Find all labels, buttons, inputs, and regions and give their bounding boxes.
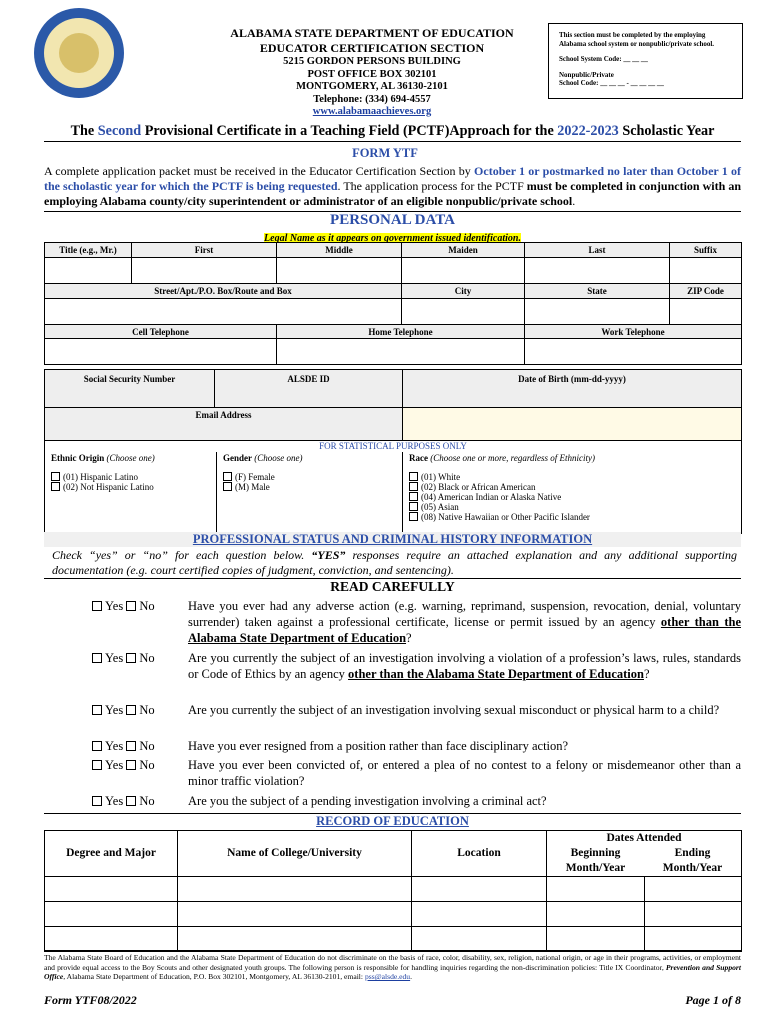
dob-label: Date of Birth (mm-dd-yyyy)	[403, 370, 742, 408]
home-telephone-label: Home Telephone	[277, 325, 525, 339]
college-field[interactable]	[178, 926, 412, 951]
last-name-field[interactable]	[525, 258, 670, 284]
statistics-heading: FOR STATISTICAL PURPOSES ONLY	[45, 441, 742, 452]
q6-yes[interactable]: Yes	[92, 794, 123, 808]
race-hint: (Choose one or more, regardless of Ethnicity)	[430, 452, 595, 463]
race-option-american-indian[interactable]: (04) American Indian or Alaska Native	[409, 492, 735, 502]
gender-hint: (Choose one)	[254, 452, 303, 463]
ending-label: Ending	[674, 847, 711, 859]
school-system-code-label: School System Code:	[559, 55, 622, 63]
department-name: ALABAMA STATE DEPARTMENT OF EDUCATION	[230, 26, 514, 40]
education-table	[44, 830, 742, 952]
school-code-field[interactable]: __ __ __ - __ __ __ __	[600, 79, 664, 87]
agency-header	[200, 26, 544, 119]
gender-label: Gender	[223, 452, 252, 463]
email-link[interactable]: pss@alsde.edu	[364, 972, 411, 981]
alsde-id-label: ALSDE ID	[215, 370, 403, 408]
location-field[interactable]	[412, 926, 547, 951]
beginning-field[interactable]	[547, 876, 645, 901]
question-2: Yes No Are you currently the subject of an investigation involving a violation of a profession’s laws, rules, standards or Code of Ethics by an agency other than the Alabama State Department of Education?	[92, 650, 741, 682]
education-heading: RECORD OF EDUCATION	[44, 813, 741, 829]
city-field[interactable]	[402, 299, 525, 325]
home-telephone-field[interactable]	[277, 339, 525, 365]
q3-no[interactable]: No	[126, 703, 154, 717]
q6-no[interactable]: No	[126, 794, 154, 808]
gender-option-male[interactable]: (M) Male	[223, 482, 396, 492]
middle-name-field[interactable]	[277, 258, 402, 284]
read-carefully-heading: READ CAREFULLY	[44, 578, 741, 595]
address-line-1: 5215 GORDON PERSONS BUILDING	[283, 56, 461, 67]
ethnic-origin-label: Ethnic Origin	[51, 452, 105, 463]
website-link[interactable]: www.alabamaachieves.org	[312, 106, 432, 117]
dates-attended-header	[547, 831, 742, 877]
first-name-field[interactable]	[132, 258, 277, 284]
non-discrimination-notice: The Alabama State Board of Education and the Alabama State Department of Education do not discriminate on the basis of race, color, disability, sex, religion, national origin, or age in their programs, activities, or employment and provide equal access to the Boy Scouts and other designated youth groups. The following person is responsible for handling inquiries regarding the non-discrimination policies: Title IX Coordinator, Prevention and Support Office, Alabama State Department of Education, P.O. Box 302101, Montgomery, AL 36130-2101, email: pss@alsde.edu.	[44, 950, 741, 982]
zip-label: ZIP Code	[670, 284, 742, 299]
race-option-asian[interactable]: (05) Asian	[409, 502, 735, 512]
ethnic-option-01[interactable]: (01) Hispanic Latino	[51, 472, 210, 482]
form-title: The Second Provisional Certificate in a Teaching Field (PCTF)Approach for the 2022-2023 Scholastic Year	[44, 123, 741, 142]
q4-no[interactable]: No	[126, 739, 154, 753]
state-field[interactable]	[525, 299, 670, 325]
degree-field[interactable]	[45, 926, 178, 951]
statistics-table	[44, 440, 742, 534]
section-name: EDUCATOR CERTIFICATION SECTION	[259, 41, 485, 55]
beginning-label: Beginning	[570, 847, 621, 859]
alabama-seal-logo	[34, 8, 124, 98]
state-label: State	[525, 284, 670, 299]
legal-name-note: Legal Name as it appears on government issued identification.	[264, 233, 521, 244]
q2-yes[interactable]: Yes	[92, 651, 123, 665]
zip-field[interactable]	[670, 299, 742, 325]
street-label: Street/Apt./P.O. Box/Route and Box	[45, 284, 402, 299]
beginning-field[interactable]	[547, 926, 645, 951]
college-field[interactable]	[178, 876, 412, 901]
question-4: Yes No Have you ever resigned from a position rather than face disciplinary action?	[92, 738, 741, 754]
suffix-field[interactable]	[670, 258, 742, 284]
work-telephone-field[interactable]	[525, 339, 742, 365]
degree-field[interactable]	[45, 901, 178, 926]
employer-note: This section must be completed by the employing Alabama school system or nonpublic/private school.	[559, 31, 715, 48]
title-label: Title (e.g., Mr.)	[45, 243, 132, 258]
ethnic-origin-hint: (Choose one)	[106, 452, 155, 463]
nonpublic-label: Nonpublic/Private	[559, 70, 614, 79]
maiden-name-label: Maiden	[402, 243, 525, 258]
gender-option-female[interactable]: (F) Female	[223, 472, 396, 482]
first-name-label: First	[132, 243, 277, 258]
school-code-label: School Code:	[559, 79, 599, 87]
form-code: FORM YTF	[352, 146, 418, 160]
employer-code-box	[548, 23, 743, 99]
cell-telephone-field[interactable]	[45, 339, 277, 365]
ethnic-option-02[interactable]: (02) Not Hispanic Latino	[51, 482, 210, 492]
form-id: Form YTF08/2022	[44, 993, 137, 1007]
q1-no[interactable]: No	[126, 599, 154, 613]
address-line-2: POST OFFICE BOX 302101	[307, 68, 437, 80]
page-number: Page 1 of 8	[685, 993, 741, 1007]
ending-month-year-label: Month/Year	[662, 862, 723, 874]
race-option-white[interactable]: (01) White	[409, 472, 735, 482]
identity-table	[44, 369, 742, 441]
location-field[interactable]	[412, 876, 547, 901]
question-1: Yes No Have you ever had any adverse action (e.g. warning, reprimand, suspension, revocation, denial, voluntary surrender) taken against a professional certificate, license or permit issued by an agency other than the Alabama State Department of Education?	[92, 598, 741, 646]
work-telephone-label: Work Telephone	[525, 325, 742, 339]
location-field[interactable]	[412, 901, 547, 926]
race-label: Race	[409, 452, 428, 463]
college-field[interactable]	[178, 901, 412, 926]
last-name-label: Last	[525, 243, 670, 258]
beginning-month-year-label: Month/Year	[565, 862, 626, 874]
q1-yes[interactable]: Yes	[92, 599, 123, 613]
education-row	[45, 876, 742, 901]
personal-data-table	[44, 242, 742, 365]
ending-field[interactable]	[645, 926, 742, 951]
question-5: Yes No Have you ever been convicted of, or entered a plea of no contest to a felony or misdemeanor other than a minor traffic violation?	[92, 757, 741, 789]
ssn-label: Social Security Number	[45, 370, 215, 408]
race-cell	[403, 452, 742, 534]
gender-cell	[217, 452, 403, 534]
ending-field[interactable]	[645, 876, 742, 901]
q5-no[interactable]: No	[126, 758, 154, 772]
email-field[interactable]	[403, 408, 742, 441]
location-header: Location	[412, 831, 547, 877]
school-system-code-field[interactable]: __ __ __	[623, 55, 648, 63]
intro-paragraph: A complete application packet must be received in the Educator Certification Section by October 1 or postmarked no later than October 1 of the scholastic year for which the PCTF is being requested. The application process for the PCTF must be completed in conjunction with an employing Alabama county/city superintendent or administrator of an eligible nonpublic/private school.	[44, 164, 742, 208]
professional-status-heading: PROFESSIONAL STATUS AND CRIMINAL HISTORY INFORMATION	[44, 532, 741, 547]
q4-yes[interactable]: Yes	[92, 739, 123, 753]
personal-data-heading: PERSONAL DATA	[44, 211, 741, 229]
degree-field[interactable]	[45, 876, 178, 901]
cell-telephone-label: Cell Telephone	[45, 325, 277, 339]
question-6: Yes No Are you the subject of a pending investigation involving a criminal act?	[92, 793, 741, 809]
q3-yes[interactable]: Yes	[92, 703, 123, 717]
professional-instructions: Check “yes” or “no” for each question below. “YES” responses require an attached explanation and any additional supporting documentation (e.g. court certified copies of judgment, conviction, and sentencing).	[52, 548, 738, 577]
ethnic-origin-cell	[45, 452, 217, 534]
dates-attended-label: Dates Attended	[606, 832, 682, 844]
race-option-pacific-islander[interactable]: (08) Native Hawaiian or Other Pacific Islander	[409, 512, 735, 522]
q5-yes[interactable]: Yes	[92, 758, 123, 772]
middle-name-label: Middle	[277, 243, 402, 258]
education-row	[45, 926, 742, 951]
telephone: Telephone: (334) 694-4557	[313, 93, 431, 105]
street-field[interactable]	[45, 299, 402, 325]
address-line-3: MONTGOMERY, AL 36130-2101	[296, 81, 448, 92]
question-3: Yes No Are you currently the subject of an investigation involving sexual misconduct or physical harm to a child?	[92, 702, 741, 718]
city-label: City	[402, 284, 525, 299]
beginning-field[interactable]	[547, 901, 645, 926]
maiden-name-field[interactable]	[402, 258, 525, 284]
email-label: Email Address	[45, 408, 403, 441]
education-row	[45, 901, 742, 926]
degree-major-header: Degree and Major	[45, 831, 178, 877]
suffix-label: Suffix	[670, 243, 742, 258]
race-option-black[interactable]: (02) Black or African American	[409, 482, 735, 492]
ending-field[interactable]	[645, 901, 742, 926]
college-header: Name of College/University	[178, 831, 412, 877]
title-field[interactable]	[45, 258, 132, 284]
q2-no[interactable]: No	[126, 651, 154, 665]
